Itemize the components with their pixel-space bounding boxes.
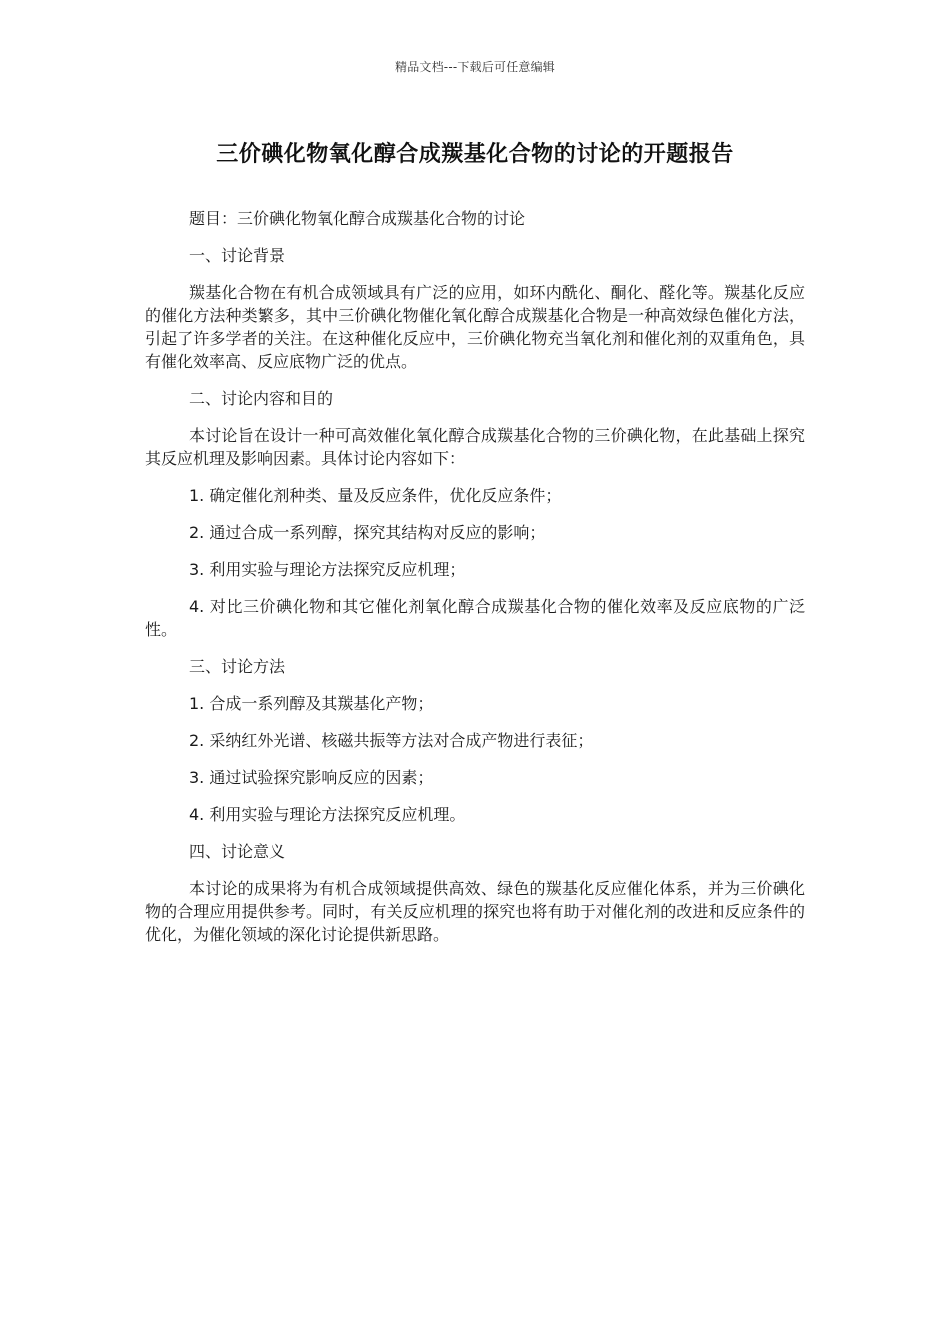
significance-paragraph: 本讨论的成果将为有机合成领域提供高效、绿色的羰基化反应催化体系，并为三价碘化物的合理应用提供参考。同时，有关反应机理的探究也将有助于对催化剂的改进和反应条件的优化，为催化领域的深化讨论提供新思路。 xyxy=(145,879,805,944)
header-note: 精品文档---下载后可任意编辑 xyxy=(395,60,555,74)
section-heading-significance: 四、讨论意义 xyxy=(189,842,286,861)
content-item-1: 1. 确定催化剂种类、量及反应条件，优化反应条件； xyxy=(189,486,562,505)
section-heading-background: 一、讨论背景 xyxy=(189,246,286,265)
method-item-2: 2. 采纳红外光谱、核磁共振等方法对合成产物进行表征； xyxy=(189,731,594,750)
method-item-1: 1. 合成一系列醇及其羰基化产物； xyxy=(189,694,434,713)
method-item-4: 4. 利用实验与理论方法探究反应机理。 xyxy=(189,805,466,824)
method-item-3: 3. 通过试验探究影响反应的因素； xyxy=(189,768,434,787)
background-paragraph: 羰基化合物在有机合成领域具有广泛的应用，如环内酰化、酮化、醛化等。羰基化反应的催化方法种类繁多，其中三价碘化物催化氧化醇合成羰基化合物是一种高效绿色催化方法，引起了许多学者的关注。在这种催化反应中，三价碘化物充当氧化剂和催化剂的双重角色，具有催化效率高、反应底物广泛的优点。 xyxy=(145,283,805,371)
content-item-2: 2. 通过合成一系列醇，探究其结构对反应的影响； xyxy=(189,523,546,542)
section-heading-content-purpose: 二、讨论内容和目的 xyxy=(189,389,334,408)
document-body xyxy=(145,207,805,960)
content-intro-paragraph: 本讨论旨在设计一种可高效催化氧化醇合成羰基化合物的三价碘化物，在此基础上探究其反应机理及影响因素。具体讨论内容如下： xyxy=(145,426,805,468)
topic-line: 题目：三价碘化物氧化醇合成羰基化合物的讨论 xyxy=(189,209,526,228)
section-heading-methods: 三、讨论方法 xyxy=(189,657,286,676)
content-item-3: 3. 利用实验与理论方法探究反应机理； xyxy=(189,560,466,579)
content-item-4: 4. 对比三价碘化物和其它催化剂氧化醇合成羰基化合物的催化效率及反应底物的广泛性。 xyxy=(145,597,805,639)
document-title: 三价碘化物氧化醇合成羰基化合物的讨论的开题报告 xyxy=(216,142,734,167)
